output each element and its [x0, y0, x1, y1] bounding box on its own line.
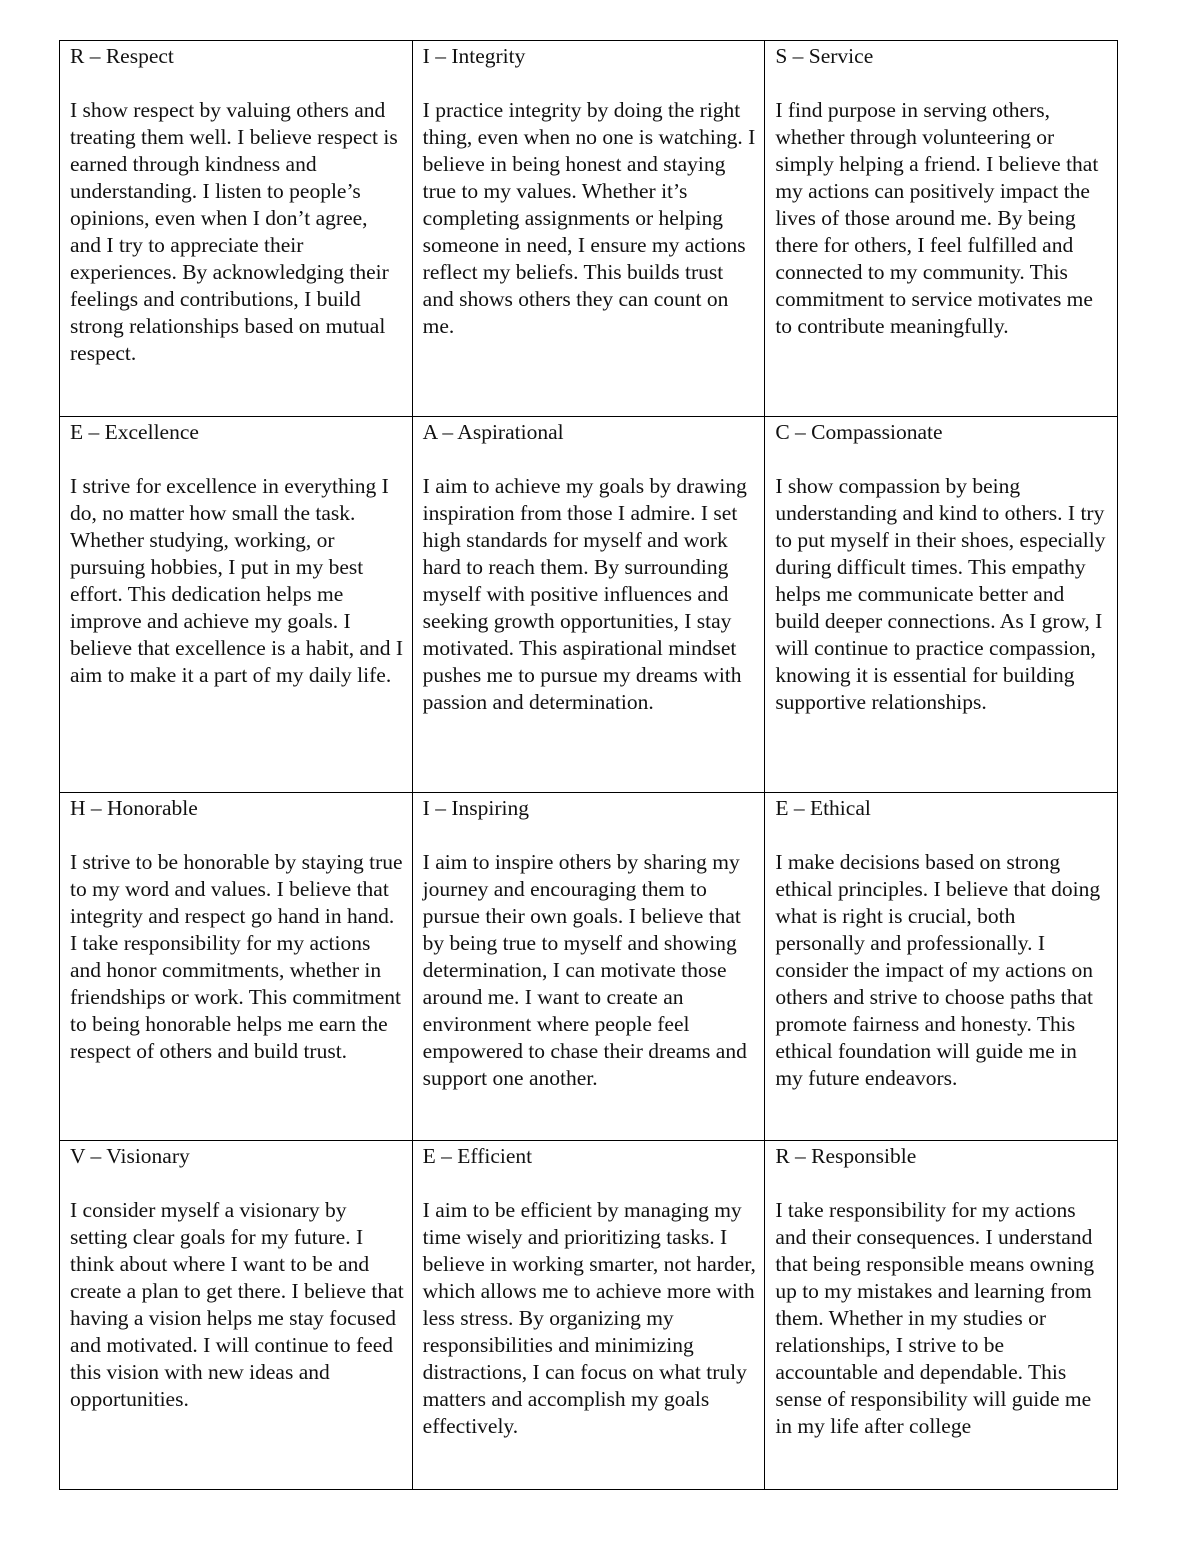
cell-title: I – Integrity	[422, 44, 526, 68]
value-cell-visionary	[60, 1141, 413, 1490]
cell-spacer	[775, 70, 1109, 97]
cell-body: I strive to be honorable by staying true to my word and values. I believe that integrity and respect go hand in hand. I take responsibility for my actions and honor commitments, whether in friendships or work. This commitment to being honorable helps me earn the respect of others and build trust.	[70, 850, 403, 1063]
cell-spacer	[423, 1170, 757, 1197]
table-row	[60, 417, 1118, 793]
table-row	[60, 793, 1118, 1141]
cell-body: I consider myself a visionary by setting clear goals for my future. I think about where I want to be and create a plan to get there. I believe that having a vision helps me stay focused and motivated. I will continue to feed this vision with new ideas and opportunities.	[70, 1198, 404, 1411]
cell-body: I aim to be efficient by managing my time wisely and prioritizing tasks. I believe in working smarter, not harder, which allows me to achieve more with less stress. By organizing my responsibilities and minimizing distractions, I can focus on what truly matters and accomplish my goals effectively.	[422, 1198, 756, 1438]
cell-title: I – Inspiring	[422, 796, 529, 820]
cell-spacer	[70, 822, 404, 849]
cell-title: S – Service	[775, 44, 874, 68]
cell-title: V – Visionary	[70, 1144, 190, 1168]
cell-spacer	[423, 70, 757, 97]
table-row	[60, 41, 1118, 417]
cell-title: H – Honorable	[70, 796, 198, 820]
values-acrostic-table	[59, 40, 1118, 1490]
cell-body: I show compassion by being understanding and kind to others. I try to put myself in their shoes, especially during difficult times. This empathy helps me communicate better and build deeper connections. As I grow, I will continue to practice compassion, knowing it is essential for building supportive relationships.	[775, 474, 1106, 714]
cell-spacer	[70, 1170, 404, 1197]
cell-spacer	[70, 70, 404, 97]
cell-body: I aim to inspire others by sharing my journey and encouraging them to pursue their own goals. I believe that by being true to myself and showing determination, I can motivate those around me. I want to create an environment where people feel empowered to chase their dreams and support one another.	[422, 850, 747, 1090]
cell-spacer	[423, 446, 757, 473]
cell-spacer	[775, 822, 1109, 849]
cell-spacer	[775, 1170, 1109, 1197]
cell-body: I strive for excellence in everything I do, no matter how small the task. Whether studying, working, or pursuing hobbies, I put in my best effort. This dedication helps me improve and achieve my goals. I believe that excellence is a habit, and I aim to make it a part of my daily life.	[70, 474, 404, 687]
cell-spacer	[423, 822, 757, 849]
value-cell-aspirational	[412, 417, 765, 793]
cell-body: I practice integrity by doing the right thing, even when no one is watching. I believe in being honest and staying true to my values. Whether it’s completing assignments or helping someone in need, I ensure my actions reflect my beliefs. This builds trust and shows others they can count on me.	[422, 98, 756, 338]
table-row	[60, 1141, 1118, 1490]
cell-body: I find purpose in serving others, whether through volunteering or simply helping a friend. I believe that my actions can positively impact the lives of those around me. By being there for others, I feel fulfilled and connected to my community. This commitment to service motivates me to contribute meaningfully.	[775, 98, 1099, 338]
value-cell-excellence	[60, 417, 413, 793]
cell-title: E – Excellence	[70, 420, 199, 444]
value-cell-compassionate	[765, 417, 1118, 793]
cell-body: I take responsibility for my actions and their consequences. I understand that being responsible means owning up to my mistakes and learning from them. Whether in my studies or relationships, I strive to be accountable and dependable. This sense of responsibility will guide me in my life after college	[775, 1198, 1095, 1438]
cell-spacer	[70, 446, 404, 473]
value-cell-responsible	[765, 1141, 1118, 1490]
cell-title: R – Respect	[70, 44, 174, 68]
cell-title: A – Aspirational	[422, 420, 564, 444]
value-cell-inspiring	[412, 793, 765, 1141]
cell-title: E – Efficient	[422, 1144, 533, 1168]
value-cell-honorable	[60, 793, 413, 1141]
cell-title: C – Compassionate	[775, 420, 943, 444]
cell-body: I aim to achieve my goals by drawing inspiration from those I admire. I set high standards for myself and work hard to reach them. By surrounding myself with positive influences and seeking growth opportunities, I stay motivated. This aspirational mindset pushes me to pursue my dreams with passion and determination.	[422, 474, 747, 714]
cell-title: E – Ethical	[775, 796, 871, 820]
value-cell-integrity	[412, 41, 765, 417]
cell-spacer	[775, 446, 1109, 473]
value-cell-service	[765, 41, 1118, 417]
cell-body: I show respect by valuing others and treating them well. I believe respect is earned through kindness and understanding. I listen to people’s opinions, even when I don’t agree, and I try to appreciate their experiences. By acknowledging their feelings and contributions, I build strong relationships based on mutual respect.	[70, 98, 398, 365]
value-cell-respect	[60, 41, 413, 417]
cell-title: R – Responsible	[775, 1144, 917, 1168]
value-cell-efficient	[412, 1141, 765, 1490]
cell-body: I make decisions based on strong ethical principles. I believe that doing what is right is crucial, both personally and professionally. I consider the impact of my actions on others and strive to choose paths that promote fairness and honesty. This ethical foundation will guide me in my future endeavors.	[775, 850, 1101, 1090]
value-cell-ethical	[765, 793, 1118, 1141]
